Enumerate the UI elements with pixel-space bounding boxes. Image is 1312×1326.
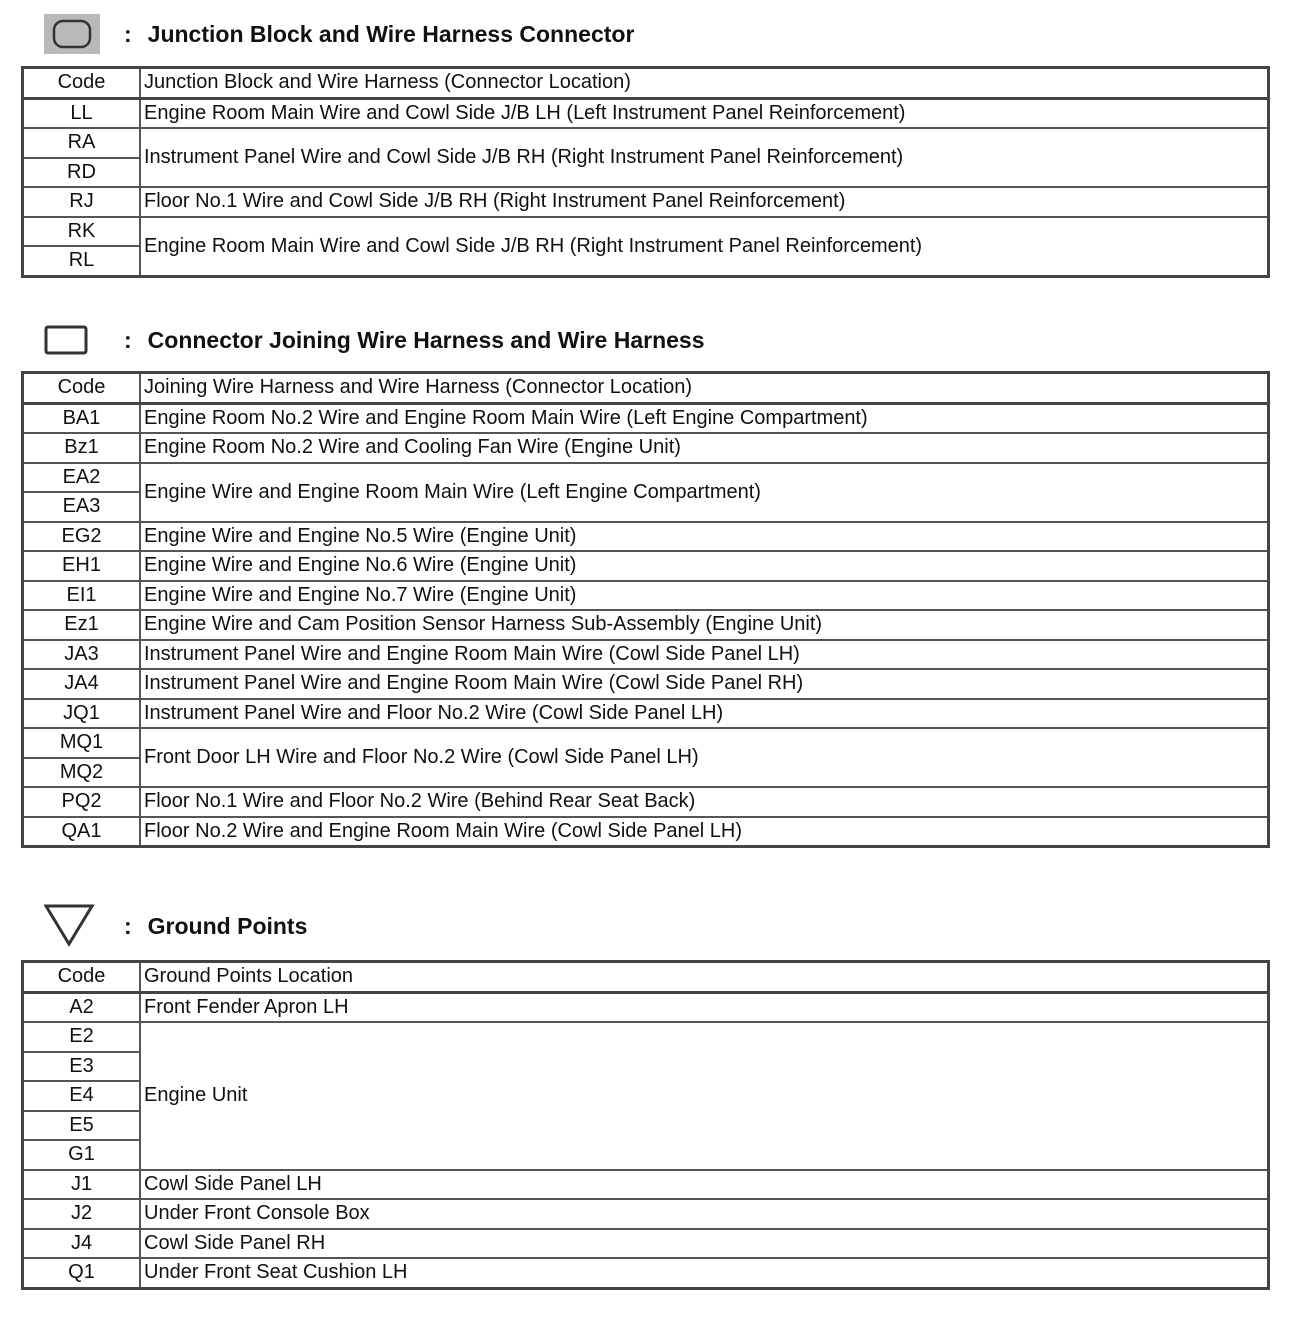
table-row bbox=[23, 433, 1269, 463]
ground-points-table bbox=[21, 960, 1270, 1290]
location-cell: Engine Wire and Engine No.7 Wire (Engine Unit) bbox=[140, 581, 1269, 611]
code-cell: RA bbox=[23, 128, 141, 158]
code-cell: RL bbox=[23, 246, 141, 276]
location-cell: Instrument Panel Wire and Engine Room Main Wire (Cowl Side Panel RH) bbox=[140, 669, 1269, 699]
code-cell: BA1 bbox=[23, 403, 141, 433]
section-2-heading bbox=[44, 320, 705, 360]
code-column-header: Code bbox=[23, 962, 141, 993]
location-cell: Engine Wire and Engine No.6 Wire (Engine Unit) bbox=[140, 551, 1269, 581]
location-cell: Cowl Side Panel LH bbox=[140, 1170, 1269, 1200]
table-row bbox=[23, 128, 1269, 158]
table-row bbox=[23, 787, 1269, 817]
code-cell: EA2 bbox=[23, 463, 141, 493]
location-cell: Engine Room Main Wire and Cowl Side J/B RH (Right Instrument Panel Reinforcement) bbox=[140, 217, 1269, 277]
table-row bbox=[23, 817, 1269, 847]
table-row bbox=[23, 1170, 1269, 1200]
section-title: : Junction Block and Wire Harness Connector bbox=[124, 20, 635, 47]
code-cell: LL bbox=[23, 98, 141, 128]
table-row bbox=[23, 610, 1269, 640]
location-cell: Engine Room No.2 Wire and Engine Room Main Wire (Left Engine Compartment) bbox=[140, 403, 1269, 433]
code-cell: RD bbox=[23, 158, 141, 188]
code-cell: JA3 bbox=[23, 640, 141, 670]
code-cell: Q1 bbox=[23, 1258, 141, 1288]
location-cell: Floor No.2 Wire and Engine Room Main Wire (Cowl Side Panel LH) bbox=[140, 817, 1269, 847]
table-row bbox=[23, 551, 1269, 581]
table-row bbox=[23, 1229, 1269, 1259]
code-cell: E4 bbox=[23, 1081, 141, 1111]
code-cell: E5 bbox=[23, 1111, 141, 1141]
code-cell: EG2 bbox=[23, 522, 141, 552]
code-cell: EH1 bbox=[23, 551, 141, 581]
code-cell: G1 bbox=[23, 1140, 141, 1170]
code-cell: QA1 bbox=[23, 817, 141, 847]
code-cell: EA3 bbox=[23, 492, 141, 522]
location-cell: Instrument Panel Wire and Engine Room Main Wire (Cowl Side Panel LH) bbox=[140, 640, 1269, 670]
code-cell: MQ1 bbox=[23, 728, 141, 758]
table-row bbox=[23, 1199, 1269, 1229]
section-title: : Ground Points bbox=[124, 912, 308, 939]
table-row bbox=[23, 581, 1269, 611]
table-row bbox=[23, 217, 1269, 247]
table-row bbox=[23, 1258, 1269, 1288]
location-cell: Under Front Seat Cushion LH bbox=[140, 1258, 1269, 1288]
location-cell: Under Front Console Box bbox=[140, 1199, 1269, 1229]
code-cell: RJ bbox=[23, 187, 141, 217]
location-column-header: Junction Block and Wire Harness (Connector Location) bbox=[140, 68, 1269, 99]
location-column-header: Ground Points Location bbox=[140, 962, 1269, 993]
location-cell: Engine Wire and Cam Position Sensor Harness Sub-Assembly (Engine Unit) bbox=[140, 610, 1269, 640]
location-cell: Engine Wire and Engine No.5 Wire (Engine Unit) bbox=[140, 522, 1269, 552]
location-cell: Engine Room No.2 Wire and Cooling Fan Wire (Engine Unit) bbox=[140, 433, 1269, 463]
location-cell: Engine Room Main Wire and Cowl Side J/B LH (Left Instrument Panel Reinforcement) bbox=[140, 98, 1269, 128]
code-cell: J2 bbox=[23, 1199, 141, 1229]
location-cell: Floor No.1 Wire and Floor No.2 Wire (Behind Rear Seat Back) bbox=[140, 787, 1269, 817]
joining-connector-icon bbox=[44, 320, 104, 360]
section-3-heading bbox=[44, 906, 307, 946]
table-header-row bbox=[23, 373, 1269, 404]
table-header-row bbox=[23, 68, 1269, 99]
location-cell: Instrument Panel Wire and Floor No.2 Wire (Cowl Side Panel LH) bbox=[140, 699, 1269, 729]
table-row bbox=[23, 187, 1269, 217]
location-cell: Cowl Side Panel RH bbox=[140, 1229, 1269, 1259]
code-cell: PQ2 bbox=[23, 787, 141, 817]
location-cell: Front Fender Apron LH bbox=[140, 992, 1269, 1022]
code-cell: E3 bbox=[23, 1052, 141, 1082]
code-column-header: Code bbox=[23, 373, 141, 404]
location-column-header: Joining Wire Harness and Wire Harness (Connector Location) bbox=[140, 373, 1269, 404]
table-row bbox=[23, 98, 1269, 128]
table-row bbox=[23, 728, 1269, 758]
code-cell: J4 bbox=[23, 1229, 141, 1259]
code-cell: JA4 bbox=[23, 669, 141, 699]
table-row bbox=[23, 522, 1269, 552]
junction-block-connector-icon bbox=[44, 14, 104, 54]
code-cell: J1 bbox=[23, 1170, 141, 1200]
code-cell: JQ1 bbox=[23, 699, 141, 729]
location-cell: Instrument Panel Wire and Cowl Side J/B RH (Right Instrument Panel Reinforcement) bbox=[140, 128, 1269, 187]
table-row bbox=[23, 992, 1269, 1022]
code-cell: Ez1 bbox=[23, 610, 141, 640]
location-cell: Engine Wire and Engine Room Main Wire (Left Engine Compartment) bbox=[140, 463, 1269, 522]
code-cell: E2 bbox=[23, 1022, 141, 1052]
location-cell: Engine Unit bbox=[140, 1022, 1269, 1170]
code-cell: MQ2 bbox=[23, 758, 141, 788]
table-row bbox=[23, 463, 1269, 493]
table-row bbox=[23, 640, 1269, 670]
joining-connector-table bbox=[21, 371, 1270, 848]
section-title: : Connector Joining Wire Harness and Wire Harness bbox=[124, 326, 705, 353]
table-row bbox=[23, 1022, 1269, 1052]
table-row bbox=[23, 699, 1269, 729]
table-row bbox=[23, 403, 1269, 433]
code-cell: RK bbox=[23, 217, 141, 247]
table-header-row bbox=[23, 962, 1269, 993]
section-1-heading bbox=[44, 14, 634, 54]
junction-block-table bbox=[21, 66, 1270, 278]
code-cell: A2 bbox=[23, 992, 141, 1022]
code-cell: Bz1 bbox=[23, 433, 141, 463]
code-column-header: Code bbox=[23, 68, 141, 99]
table-row bbox=[23, 669, 1269, 699]
location-cell: Front Door LH Wire and Floor No.2 Wire (Cowl Side Panel LH) bbox=[140, 728, 1269, 787]
ground-point-triangle-icon bbox=[44, 906, 104, 946]
code-cell: EI1 bbox=[23, 581, 141, 611]
location-cell: Floor No.1 Wire and Cowl Side J/B RH (Right Instrument Panel Reinforcement) bbox=[140, 187, 1269, 217]
